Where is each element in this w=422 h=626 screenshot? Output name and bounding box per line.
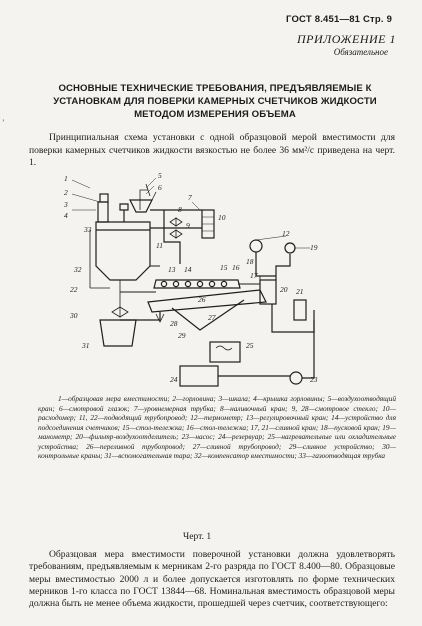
callout-33: 33 <box>84 225 92 234</box>
callout-27: 27 <box>208 313 216 322</box>
callout-5: 5 <box>158 171 162 180</box>
callout-18: 18 <box>246 257 254 266</box>
callout-28: 28 <box>170 319 178 328</box>
callout-1: 1 <box>64 174 68 183</box>
callout-17: 17 <box>250 271 258 280</box>
callout-2: 2 <box>64 188 68 197</box>
callout-32: 32 <box>74 265 82 274</box>
callout-6: 6 <box>158 183 162 192</box>
edge-mark: ʼ <box>2 118 5 127</box>
callout-9: 9 <box>186 221 190 230</box>
body-paragraph: Образцовая мера вместимости поверочной установки должна удовлетворять требованиям, предъявляемым к мерникам 2-го разряда по ГОСТ 8.400—80. Образцовые меры вместимостью 2000 л и более допускается изготовлять по форме технических мерников 1-го класса по ГОСТ 13844—68. Номинальная вместимость образцовой меры должна быть не менее объема жидкости, прошедшей через счетчик, соответствующего: <box>29 549 395 610</box>
callout-23: 23 <box>310 375 318 384</box>
appendix-label: ПРИЛОЖЕНИЕ 1 <box>297 32 396 46</box>
page-header: ГОСТ 8.451—81 Стр. 9 <box>286 14 393 25</box>
callout-13: 13 <box>168 265 176 274</box>
callout-24: 24 <box>170 375 178 384</box>
callout-25: 25 <box>246 341 254 350</box>
callout-11: 11 <box>156 241 163 250</box>
callout-4: 4 <box>64 211 68 220</box>
callout-19: 19 <box>310 243 318 252</box>
section-title: ОСНОВНЫЕ ТЕХНИЧЕСКИЕ ТРЕБОВАНИЯ, ПРЕДЪЯВЛЯЕМЫЕ К УСТАНОВКАМ ДЛЯ ПОВЕРКИ КАМЕРНЫХ СЧЕТЧИКОВ ЖИДКОСТИ МЕТОДОМ ИЗМЕРЕНИЯ ОБЪЕМА <box>53 83 377 120</box>
callout-8: 8 <box>178 205 182 214</box>
intro-paragraph: Принципиальная схема установки с одной образцовой мерой вместимости для поверки камерных счетчиков жидкости вязкостью не более 36 мм²/с приведена на черт. 1. <box>29 132 395 168</box>
callout-26: 26 <box>198 295 206 304</box>
callout-12: 12 <box>282 229 290 238</box>
callout-21: 21 <box>296 287 304 296</box>
callout-10: 10 <box>218 213 226 222</box>
callout-16: 16 <box>232 263 240 272</box>
figure-legend: 1—образцовая мера вместимости; 2—горловина; 3—шкала; 4—крышка горловины; 5—воздухоотводящий кран; 6—смотровой глазок; 7—уровнемерная трубка; 8—наливочный кран; 9, 28—смотровое стекло; 10—расходомер; 11, 22—подводящий трубопровод; 12—термометр; 13—регулировочный кран; 14—устройство для подсоединения счетчиков; 15—стол-тележка; 16—стол-тележка; 17, 21—сливной кран; 18—пусковой кран; 19—манометр; 20—фильтр-воздухоотделитель; 23—насос; 24—резервуар; 25—нагревательные или охладительные устройства; 26—переливной трубопровод; 27—сливной трубопровод; 29—сливное устройство; 30—контрольные краны; 31—вспомогательная тара; 32—компенсатор вместимости; 33—газоотводящая трубка <box>38 394 396 460</box>
drawing-label: Черт. 1 <box>183 531 212 542</box>
callout-7: 7 <box>188 193 192 202</box>
appendix-status: Обязательное <box>333 47 388 57</box>
installation-schematic <box>60 170 360 392</box>
callout-30: 30 <box>70 311 78 320</box>
callout-31: 31 <box>82 341 90 350</box>
callout-29: 29 <box>178 331 186 340</box>
callout-15: 15 <box>220 263 228 272</box>
callout-14: 14 <box>184 265 192 274</box>
callout-22: 22 <box>70 285 78 294</box>
callout-20: 20 <box>280 285 288 294</box>
callout-3: 3 <box>64 200 68 209</box>
